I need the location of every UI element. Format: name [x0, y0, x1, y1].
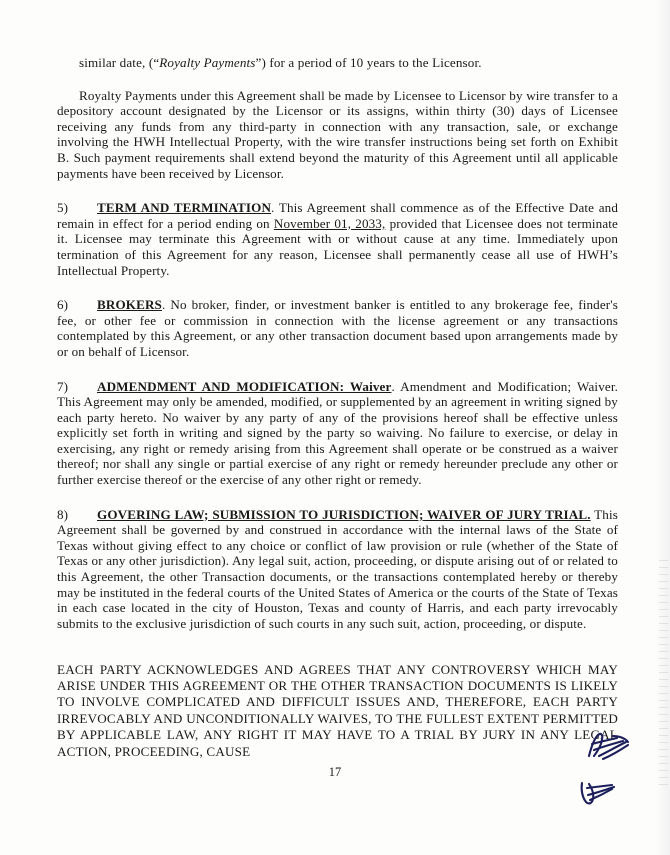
section-7-body: . Amendment and Modification; Waiver. This Agreement may only be amended, modified, or supplemented by an agreement in writing signed by each party hereto. No waiver by any party of any of the provisions hereof shall be effective unless explicitly set forth in writing and signed by the party so waiving. No failure to exercise, or delay in exercising, any right or remedy arising from this Agreement shall operate or be construed as a waiver thereof; nor shall any single or partial exercise of any right or remedy hereunder preclude any other or further exercise thereof or the exercise of any other right or remedy. [57, 378, 618, 488]
section-8-number: 8) [57, 506, 69, 522]
section-5-number: 5) [57, 200, 69, 216]
royalty-payments-defined-term: Royalty Payments [159, 55, 256, 70]
section-5-heading: TERM AND TERMINATION [97, 200, 272, 216]
paragraph-continued-royalty-definition [57, 55, 618, 71]
section-8-body: This Agreement shall be governed by and construed in accordance with the internal laws of the State of Texas without giving effect to any choice or conflict of law provision or rule (whether of the State of Texas or any other jurisdiction). Any legal suit, action, proceeding, or dispute arising out of or related to this Agreement, the other Transaction documents, or the transactions contemplated hereby or thereby may be instituted in the federal courts of the United States of America or the courts of the State of Texas in each case located in the city of Houston, Texas and county of Harris, and each party irrevocably submits to the exclusive jurisdiction of such courts in any such suit, action, proceeding, or dispute. [57, 506, 618, 631]
page-number: 17 [328, 765, 342, 779]
section-7-heading: ADMENDMENT AND MODIFICATION: Waiver [97, 378, 392, 394]
section-6-number: 6) [57, 297, 69, 313]
scan-edge-speckle [659, 560, 668, 790]
section-7-number: 7) [57, 378, 69, 394]
paragraph-royalty-payments: Royalty Payments under this Agreement shall be made by Licensee to Licensor by wire transfer to a depository account designated by the Licensor or its assigns, within thirty (30) days of Licensee receiving any funds from any third-party in connection with any transaction, sale, or exchange involving the HWH Intellectual Property, with the wire transfer instructions being set forth on Exhibit B. Such payment requirements shall extend beyond the maturity of this Agreement until all applicable payments have been received by Licensor. [57, 87, 618, 181]
spacer [57, 278, 618, 297]
spacer [57, 71, 618, 88]
continued-text-after-italic: ”) for a period of 10 years to the Licensor. [255, 55, 482, 70]
section-8-heading: GOVERING LAW; SUBMISSION TO JURISDICTION; WAIVER OF JURY TRIAL. [97, 506, 591, 522]
section-6-brokers [57, 297, 618, 359]
page-text-block [57, 55, 618, 773]
section-8-governing-law [57, 507, 618, 632]
spacer [57, 360, 618, 379]
section-6-heading: BROKERS [97, 297, 162, 313]
spacer [57, 181, 618, 200]
paragraph-jury-trial-waiver: EACH PARTY ACKNOWLEDGES AND AGREES THAT ANY CONTROVERSY WHICH MAY ARISE UNDER THIS AGREEMENT OR THE OTHER TRANSACTION DOCUMENTS IS LIKELY TO INVOLVE COMPLICATED AND DIFFICULT ISSUES AND, THEREFORE, EACH PARTY IRREVOCABLY AND UNCONDITIONALLY WAIVES, TO THE FULLEST EXTENT PERMITTED BY APPLICABLE LAW, ANY RIGHT IT MAY HAVE TO A TRIAL BY JURY IN ANY LEGAL ACTION, PROCEEDING, CAUSE [57, 661, 618, 759]
spacer [57, 488, 618, 507]
continued-text-before-italic: similar date, (“ [79, 55, 160, 70]
section-5-body-before-date: . This Agreement shall commence as of the Effective Date and remain in effect for a period ending on [57, 200, 618, 231]
spacer [57, 631, 618, 648]
handwritten-initials-lower-icon [576, 776, 624, 808]
section-6-body: . No broker, finder, or investment banker is entitled to any brokerage fee, finder's fee, or other fee or commission in connection with the license agreement or any transactions contemplated by this Agreement, or any other transaction document based upon arrangements made by or on behalf of Licensor. [57, 297, 618, 359]
section-5-body-after-date: provided that Licensee does not terminate it. Licensee may terminate this Agreement with or without cause at any time. Immediately upon termination of this Agreement for any reason, Licensee shall permanently cease all use of HWH’s Intellectual Property. [57, 215, 618, 278]
section-7-amendment-and-modification [57, 379, 618, 488]
section-5-term-and-termination [57, 200, 618, 278]
section-5-termination-date: November 01, 2033, [273, 215, 386, 231]
